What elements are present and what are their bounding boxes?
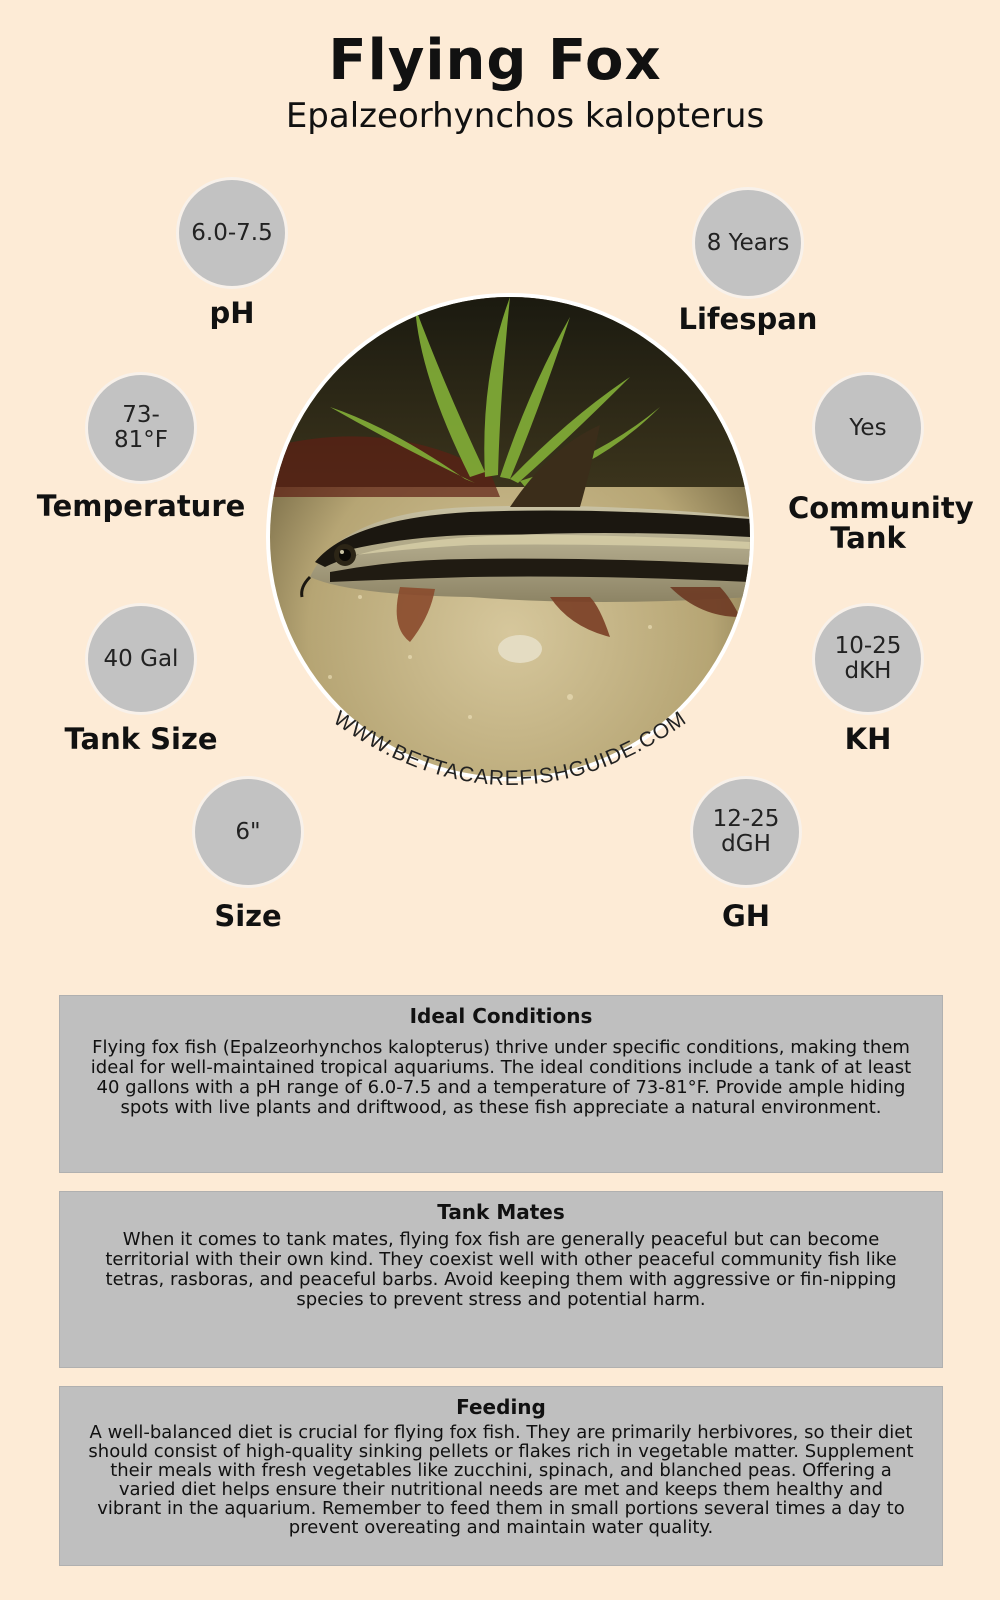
panel-tank-mates	[59, 1191, 943, 1368]
stat-lifespan-value: 8 Years	[706, 229, 790, 256]
stat-tank-size-label: Tank Size	[64, 722, 218, 756]
stat-temperature-value: 73-81°F	[114, 402, 168, 453]
page-title: Flying Fox	[328, 28, 662, 93]
stat-gh-value: 12-25 dGH	[712, 806, 780, 857]
panel-ideal-heading: Ideal Conditions	[409, 1004, 593, 1028]
panel-ideal-conditions	[59, 995, 943, 1173]
watermark-text: WWW.BETTACAREFISHGUIDE.COM	[329, 706, 691, 791]
panel-ideal-body: Flying fox fish (Epalzeorhynchos kalopterus) thrive under specific conditions, making them ideal for well-maintained tropical aquariums. The ideal conditions include a tank of at least 40 gallons with a pH range of 6.0-7.5 and a temperature of 73-81°F. Provide ample hiding spots with live plants and driftwood, as these fish appreciate a natural environment.	[90, 1037, 912, 1118]
stat-community-value: Yes	[849, 414, 887, 441]
stat-ph-value: 6.0-7.5	[191, 219, 273, 246]
svg-text:WWW.BETTACAREFISHGUIDE.COM	[329, 707, 690, 790]
stat-lifespan-label: Lifespan	[678, 302, 818, 336]
stat-tank-size-value: 40 Gal	[103, 645, 179, 672]
stat-community-label: Community Tank	[788, 491, 974, 555]
panel-feeding-body: A well-balanced diet is crucial for flying fox fish. They are primarily herbivores, so their diet should consist of high-quality sinking pellets or flakes rich in vegetable matter. Supplement their meals with fresh vegetables like zucchini, spinach, and blanched peas. Offering a varied diet helps ensure their nutritional needs are met and keeps them healthy and vibrant in the aquarium. Remember to feed them in small portions several times a day to prevent overeating and maintain water quality.	[88, 1422, 914, 1538]
stat-gh-label: GH	[721, 899, 771, 933]
panel-mates-heading: Tank Mates	[437, 1200, 565, 1224]
stat-ph-label: pH	[209, 296, 255, 330]
stat-kh-value: 10-25 dKH	[834, 633, 902, 684]
panel-feeding	[59, 1386, 943, 1566]
stat-size-label: Size	[214, 899, 282, 933]
page-subtitle: Epalzeorhynchos kalopterus	[285, 96, 765, 136]
panel-mates-body: When it comes to tank mates, flying fox fish are generally peaceful but can become territorial with their own kind. They coexist well with other peaceful community fish like tetras, rasboras, and peaceful barbs. Avoid keeping them with aggressive or fin-nipping species to prevent stress and potential harm.	[105, 1229, 897, 1310]
stat-size-value: 6"	[235, 818, 261, 845]
stat-kh-label: KH	[844, 722, 892, 756]
panel-feeding-heading: Feeding	[456, 1395, 546, 1419]
stat-temperature-label: Temperature	[36, 489, 246, 523]
